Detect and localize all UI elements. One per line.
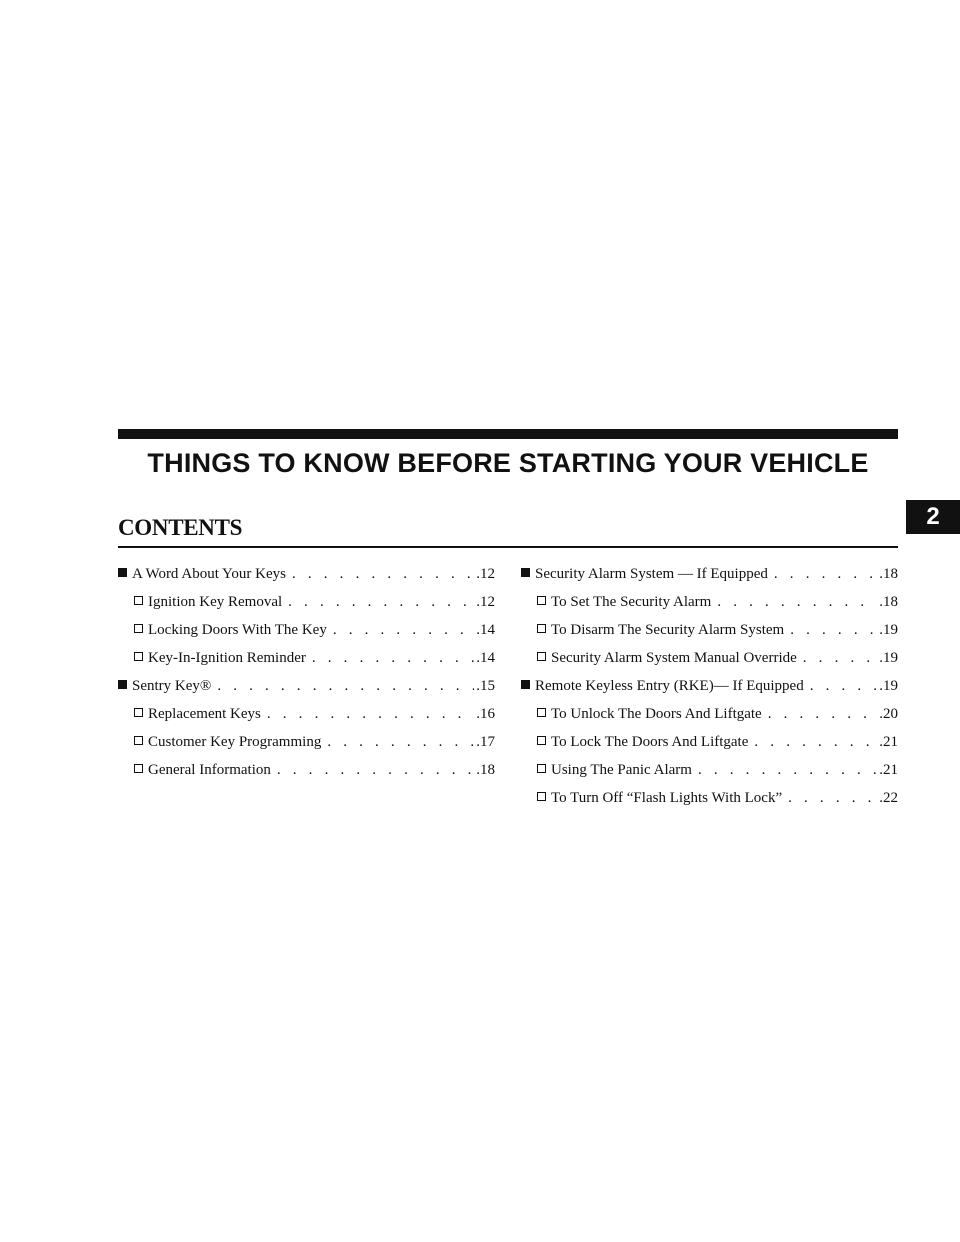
hollow-square-bullet-icon [134,596,143,605]
dot-leader [698,762,877,779]
dot-leader [717,594,877,611]
toc-entry-label: Using The Panic Alarm [551,762,692,778]
dot-leader [768,706,878,723]
toc-entry-label: Locking Doors With The Key [148,622,327,638]
chapter-tab: 2 [906,500,960,534]
dot-leader [774,566,877,583]
toc-entry-page: .21 [879,762,898,778]
toc-entry[interactable] [521,762,898,790]
hollow-square-bullet-icon [134,736,143,745]
dot-leader [277,762,474,779]
dot-leader [217,678,474,695]
dot-leader [803,650,877,667]
toc-entry-label: Ignition Key Removal [148,594,283,610]
toc-entry-page: .19 [879,650,898,666]
toc-entry[interactable] [118,734,495,762]
dot-leader [292,566,474,583]
dot-leader [267,706,474,723]
hollow-square-bullet-icon [537,708,546,717]
toc-left-column [118,566,495,790]
toc-entry[interactable] [118,594,495,622]
toc-entry[interactable] [521,706,898,734]
toc-entry-page: .18 [879,594,898,610]
toc-entry-page: .12 [476,594,495,610]
toc-entry-page: .14 [476,622,495,638]
toc-entry-label: Customer Key Programming [148,734,322,750]
toc-entry[interactable] [118,622,495,650]
filled-square-bullet-icon [521,568,530,577]
toc-entry-label: Sentry Key® [132,678,212,694]
toc-entry-page: .12 [476,566,495,582]
toc-entry[interactable] [521,622,898,650]
toc-entry-label: Security Alarm System Manual Override [551,650,797,666]
toc-entry-label: To Turn Off “Flash Lights With Lock” [551,790,783,806]
toc-entry[interactable] [118,566,495,594]
toc-entry[interactable] [118,678,495,706]
hollow-square-bullet-icon [134,624,143,633]
chapter-title: THINGS TO KNOW BEFORE STARTING YOUR VEHICLE [147,448,869,478]
toc-entry-label: To Set The Security Alarm [551,594,712,610]
dot-leader [288,594,474,611]
toc-entry-page: .19 [879,678,898,694]
hollow-square-bullet-icon [537,652,546,661]
dot-leader [333,622,474,639]
filled-square-bullet-icon [118,680,127,689]
toc-entry-label: Replacement Keys [148,706,261,722]
toc-entry[interactable] [521,594,898,622]
toc-entry-page: .22 [879,790,898,806]
toc-entry-page: .17 [476,734,495,750]
filled-square-bullet-icon [521,680,530,689]
toc-entry[interactable] [521,566,898,594]
contents-rule [118,546,898,548]
toc-entry-page: .14 [476,650,495,666]
hollow-square-bullet-icon [537,596,546,605]
hollow-square-bullet-icon [537,764,546,773]
toc-entry[interactable] [521,734,898,762]
toc-entry-label: To Unlock The Doors And Liftgate [551,706,762,722]
chapter-top-rule [118,429,898,439]
dot-leader [788,790,877,807]
toc-entry-label: To Lock The Doors And Liftgate [551,734,749,750]
toc-entry-label: Remote Keyless Entry (RKE)— If Equipped [535,678,804,694]
hollow-square-bullet-icon [537,792,546,801]
toc-entry[interactable] [118,650,495,678]
hollow-square-bullet-icon [134,708,143,717]
contents-heading: CONTENTS [118,515,243,540]
filled-square-bullet-icon [118,568,127,577]
dot-leader [312,650,474,667]
hollow-square-bullet-icon [537,736,546,745]
hollow-square-bullet-icon [537,624,546,633]
toc-entry[interactable] [118,706,495,734]
toc-entry-label: Security Alarm System — If Equipped [535,566,768,582]
toc-entry-page: .18 [476,762,495,778]
toc-entry[interactable] [521,678,898,706]
toc-entry-page: .16 [476,706,495,722]
toc-entry-page: .19 [879,622,898,638]
toc-entry[interactable] [521,650,898,678]
dot-leader [327,734,474,751]
dot-leader [790,622,877,639]
toc-entry-label: A Word About Your Keys [132,566,286,582]
toc-entry-page: .18 [879,566,898,582]
toc-entry-label: To Disarm The Security Alarm System [551,622,785,638]
toc-entry-label: General Information [148,762,271,778]
hollow-square-bullet-icon [134,652,143,661]
toc-entry[interactable] [118,762,495,790]
dot-leader [810,678,878,695]
hollow-square-bullet-icon [134,764,143,773]
toc-entry-label: Key-In-Ignition Reminder [148,650,306,666]
toc-entry-page: .20 [879,706,898,722]
toc-entry-page: .15 [476,678,495,694]
toc-entry[interactable] [521,790,898,818]
dot-leader [754,734,877,751]
toc-right-column [521,566,898,818]
toc-entry-page: .21 [879,734,898,750]
